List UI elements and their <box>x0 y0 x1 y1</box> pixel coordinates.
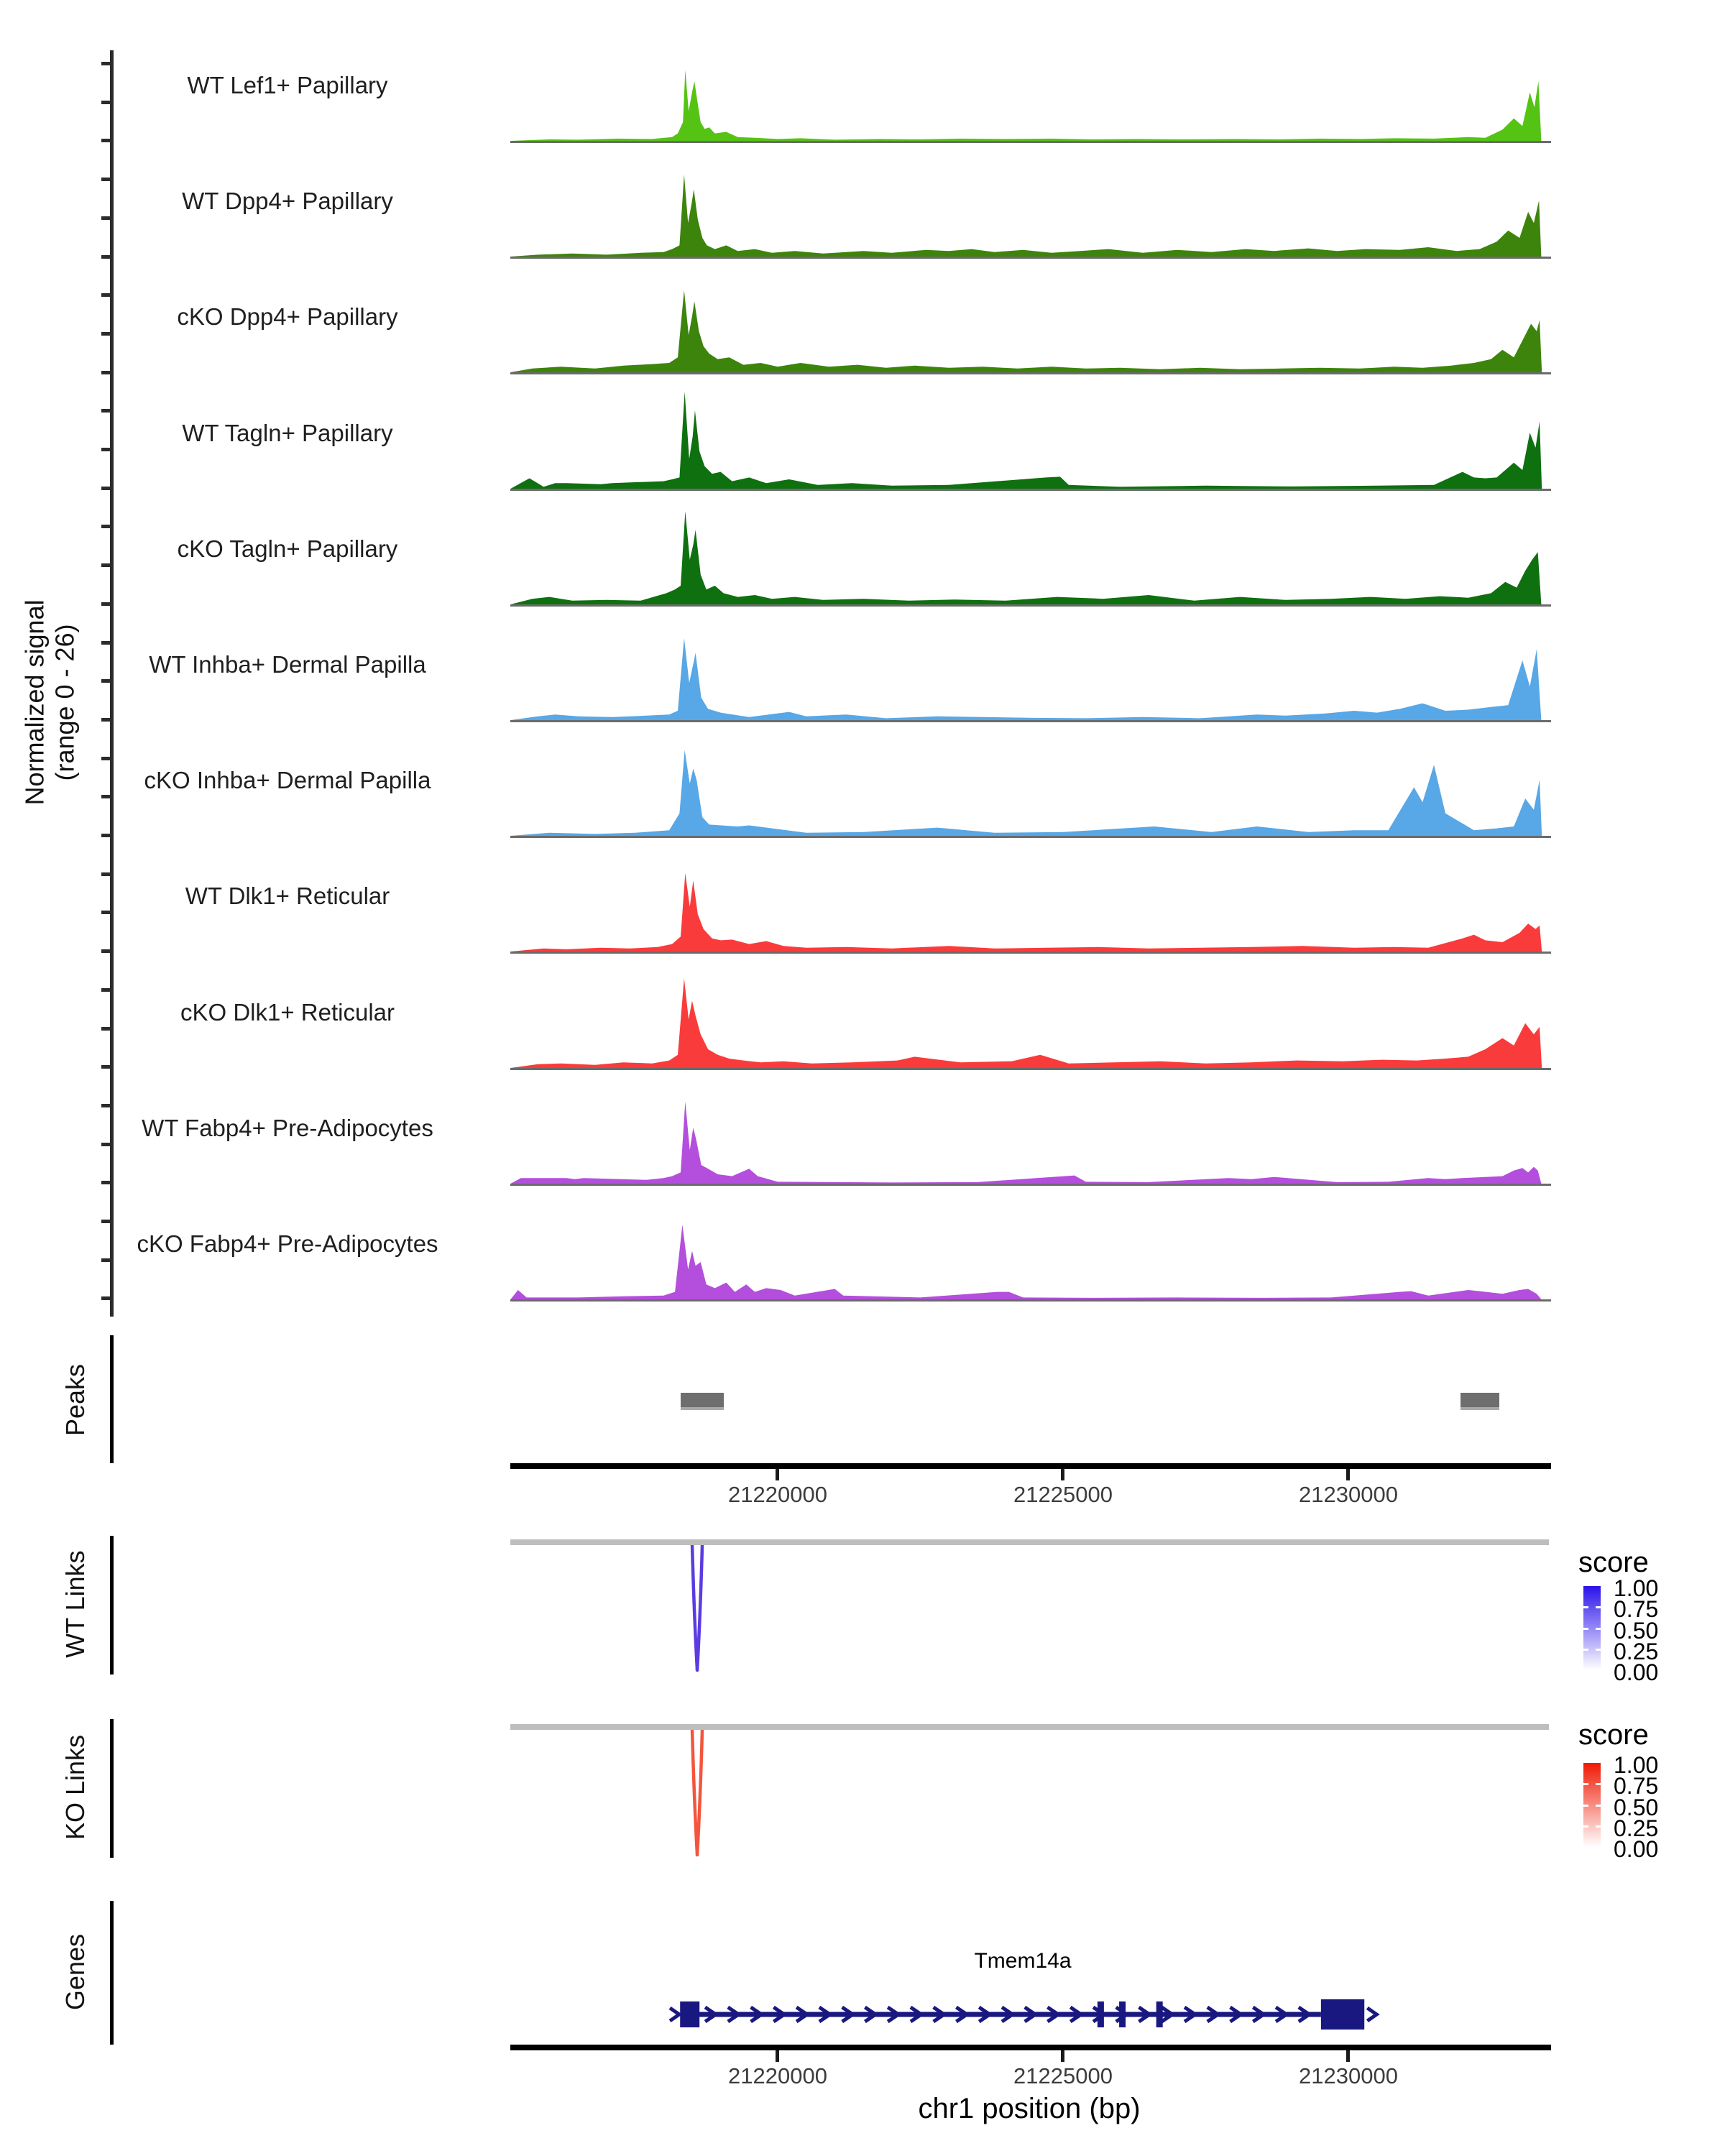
wt-links-baseline <box>510 1539 1549 1545</box>
track-area-10 <box>510 1083 1549 1184</box>
track-area-3 <box>510 272 1549 372</box>
x-axis-tick-label: 21230000 <box>1299 2063 1398 2088</box>
track-area-4 <box>510 388 1549 489</box>
legend-bar-tick <box>1583 1805 1588 1807</box>
legend-bar-tick <box>1596 1649 1601 1651</box>
track-baseline <box>510 720 1551 722</box>
x-axis-tick-label: 21225000 <box>1013 1482 1113 1507</box>
coverage-area <box>510 511 1541 604</box>
link-arc-svg <box>510 1730 1549 1859</box>
peaks-section-label: Peaks <box>60 1363 90 1437</box>
signal-area-svg <box>510 619 1549 720</box>
track-label: WT Tagln+ Papillary <box>182 419 393 446</box>
legend-bar-tick <box>1583 1628 1588 1630</box>
wt-links-label-wrap <box>0 1550 219 1658</box>
y-axis-tick <box>101 1065 111 1069</box>
y-axis-tick <box>101 409 111 413</box>
legend-bar-tick <box>1583 1606 1588 1608</box>
ko-links-baseline <box>510 1724 1549 1730</box>
track-area-11 <box>510 1199 1549 1299</box>
x-axis-title: chr1 position (bp) <box>918 2093 1141 2124</box>
legend-bar-tick <box>1596 1783 1601 1785</box>
legend-tick-label: 1.00 <box>1614 1752 1659 1778</box>
track-baseline <box>510 489 1551 491</box>
wt-score-legend-title: score <box>1578 1547 1649 1578</box>
peaks-x-axis-bar <box>510 1463 1551 1469</box>
y-axis-tick <box>101 1027 111 1031</box>
y-axis-tick <box>101 1296 111 1300</box>
y-axis-tick <box>101 795 111 798</box>
strand-chevron-icon <box>1367 2008 1376 2021</box>
track-label: cKO Dlk1+ Reticular <box>180 998 395 1026</box>
peak-region <box>681 1393 724 1410</box>
signal-area-svg <box>510 40 1549 141</box>
coverage-area <box>510 1102 1541 1184</box>
track-baseline <box>510 604 1551 607</box>
track-label: WT Dpp4+ Papillary <box>182 188 393 215</box>
track-area-6 <box>510 619 1549 720</box>
signal-area-svg <box>510 1083 1549 1184</box>
signal-area-svg <box>510 388 1549 489</box>
x-axis-tick <box>1061 1469 1064 1480</box>
y-axis-tick <box>101 872 111 876</box>
track-label: cKO Fabp4+ Pre-Adipocytes <box>137 1230 438 1257</box>
legend-tick-label: 0.00 <box>1614 1659 1659 1685</box>
y-axis-title-line2: (range 0 - 26) <box>50 624 80 781</box>
y-axis-tick <box>101 293 111 297</box>
track-baseline <box>510 141 1551 143</box>
y-axis-tick <box>101 1104 111 1107</box>
track-area-9 <box>510 967 1549 1068</box>
legend-tick-label: 0.50 <box>1614 1617 1659 1644</box>
track-area-2 <box>510 156 1549 257</box>
legend-tick-label: 0.75 <box>1614 1773 1659 1800</box>
gene-name-label: Tmem14a <box>974 1949 1072 1973</box>
y-axis-tick <box>101 911 111 914</box>
y-axis-tick <box>101 718 111 722</box>
y-axis-tick <box>101 139 111 142</box>
legend-tick-label: 0.25 <box>1614 1638 1659 1664</box>
y-axis-tick <box>101 641 111 645</box>
legend-tick-label: 1.00 <box>1614 1575 1659 1601</box>
track-baseline <box>510 372 1551 374</box>
coverage-area <box>510 638 1541 720</box>
legend-bar-tick <box>1583 1783 1588 1785</box>
ko-score-legend-title: score <box>1578 1719 1649 1751</box>
track-label: cKO Tagln+ Papillary <box>177 535 398 562</box>
track-baseline <box>510 952 1551 954</box>
link-arc-left <box>692 1730 697 1855</box>
y-axis-tick <box>101 525 111 528</box>
legend-tick-label: 0.50 <box>1614 1794 1659 1820</box>
y-axis-tick <box>101 988 111 992</box>
legend-bar-tick <box>1596 1628 1601 1630</box>
track-label: WT Dlk1+ Reticular <box>185 883 390 910</box>
track-baseline <box>510 257 1551 259</box>
y-axis-tick <box>101 1258 111 1262</box>
signal-area-svg <box>510 272 1549 372</box>
gene-model-svg <box>510 1989 1549 2040</box>
ko-links-section-label: KO Links <box>60 1734 90 1841</box>
strand-chevron-icon <box>670 2008 679 2021</box>
y-axis-tick <box>101 949 111 953</box>
y-axis-tick <box>101 487 111 490</box>
genes-x-axis-bar <box>510 2045 1551 2050</box>
track-area-5 <box>510 504 1549 604</box>
x-axis-tick <box>776 1469 779 1480</box>
signal-area-svg <box>510 156 1549 257</box>
y-axis-tick <box>101 178 111 181</box>
gene-model-tmem14a <box>510 1989 1549 2040</box>
peak-region <box>1460 1393 1499 1410</box>
legend-tick-label: 0.25 <box>1614 1815 1659 1841</box>
track-label: cKO Dpp4+ Papillary <box>177 303 398 331</box>
y-axis-tick <box>101 216 111 220</box>
coverage-area <box>510 290 1542 372</box>
wt-links-section-label: WT Links <box>60 1550 90 1658</box>
y-axis-tick <box>101 757 111 760</box>
legend-bar-tick <box>1596 1606 1601 1608</box>
track-baseline <box>510 1299 1551 1302</box>
track-label: WT Fabp4+ Pre-Adipocytes <box>142 1114 433 1141</box>
link-arc-svg <box>510 1545 1549 1674</box>
y-axis-tick <box>101 602 111 606</box>
y-axis-tick <box>101 101 111 104</box>
y-axis-title-line1: Normalized signal <box>19 599 50 806</box>
y-axis-tick <box>101 1220 111 1223</box>
y-axis-tick <box>101 448 111 451</box>
track-label: WT Lef1+ Papillary <box>187 72 388 98</box>
coverage-area <box>510 392 1542 489</box>
legend-bar-tick <box>1596 1805 1601 1807</box>
signal-area-svg <box>510 504 1549 604</box>
link-arc-right <box>697 1545 702 1670</box>
y-axis-tick <box>101 62 111 65</box>
coverage-area <box>510 978 1542 1068</box>
y-axis-tick <box>101 371 111 374</box>
wt-link-arc <box>510 1545 1549 1674</box>
signal-area-svg <box>510 1199 1549 1299</box>
signal-area-svg <box>510 735 1549 836</box>
x-axis-tick <box>1061 2050 1064 2062</box>
track-area-8 <box>510 851 1549 952</box>
x-axis-tick-label: 21230000 <box>1299 1482 1398 1507</box>
track-area-1 <box>510 40 1549 141</box>
y-axis-title <box>20 321 81 1083</box>
y-axis-tick <box>101 1181 111 1184</box>
gene-end-exon <box>1321 1999 1364 2030</box>
legend-tick-label: 0.75 <box>1614 1596 1659 1623</box>
track-baseline <box>510 1068 1551 1070</box>
track-label: WT Inhba+ Dermal Papilla <box>149 651 426 678</box>
legend-tick-label: 0.00 <box>1614 1836 1659 1862</box>
coverage-area <box>510 70 1541 141</box>
x-axis-tick <box>1346 1469 1350 1480</box>
ko-links-label-wrap <box>0 1734 219 1841</box>
y-axis-tick <box>101 563 111 567</box>
x-axis-tick <box>1346 2050 1350 2062</box>
x-axis-tick-label: 21220000 <box>728 1482 827 1507</box>
signal-area-svg <box>510 967 1549 1068</box>
link-arc-right <box>697 1730 702 1855</box>
signal-area-svg <box>510 851 1549 952</box>
genes-section-label: Genes <box>60 1933 90 2011</box>
y-axis-tick <box>101 679 111 683</box>
x-axis-tick <box>776 2050 779 2062</box>
y-axis-tick <box>101 834 111 837</box>
coverage-area <box>510 175 1541 257</box>
y-axis-tick <box>101 255 111 259</box>
track-baseline <box>510 1184 1551 1186</box>
legend-bar-tick <box>1596 1825 1601 1828</box>
peaks-label-wrap <box>0 1363 219 1437</box>
coverage-area <box>510 873 1542 952</box>
ko-link-arc <box>510 1730 1549 1859</box>
gene-small-exon <box>1156 2001 1163 2027</box>
track-baseline <box>510 836 1551 838</box>
link-arc-left <box>692 1545 697 1670</box>
coverage-area <box>510 1225 1541 1299</box>
legend-bar-tick <box>1583 1649 1588 1651</box>
x-axis-tick-label: 21225000 <box>1013 2063 1113 2088</box>
coverage-area <box>510 750 1542 836</box>
legend-bar-tick <box>1583 1825 1588 1828</box>
track-area-7 <box>510 735 1549 836</box>
track-label: cKO Inhba+ Dermal Papilla <box>144 767 431 794</box>
y-axis-tick <box>101 332 111 336</box>
y-axis-tick <box>101 1143 111 1146</box>
x-axis-tick-label: 21220000 <box>728 2063 827 2088</box>
genes-label-wrap <box>0 1933 219 2011</box>
gene-start-exon <box>680 2001 699 2027</box>
